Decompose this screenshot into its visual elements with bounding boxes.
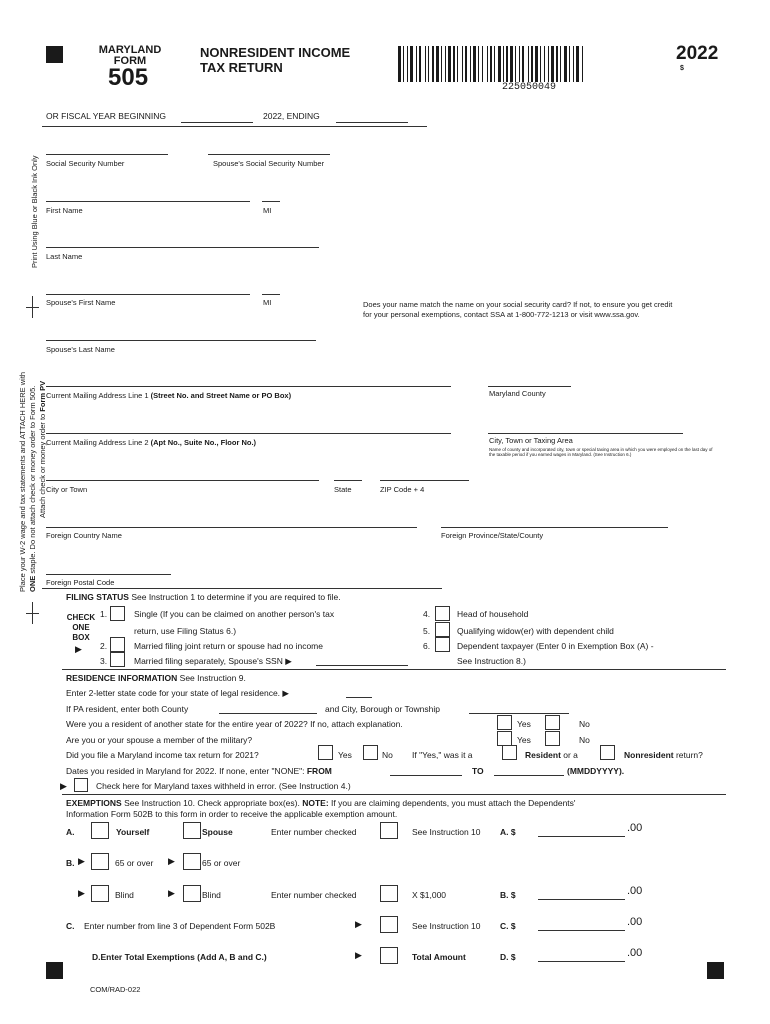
d-amount-label: D. $ (500, 952, 516, 962)
form-title-line2: TAX RETURN (200, 60, 283, 75)
first-name-input[interactable] (46, 201, 250, 202)
ssn-label: Social Security Number (46, 159, 125, 168)
c-amount-label: C. $ (500, 921, 516, 931)
form-word: FORM (113, 55, 147, 67)
date-format-label: (MMDDYYYY). (567, 766, 625, 776)
b-blind-self-label: Blind (115, 890, 134, 900)
cut-mark-bottom-v (32, 602, 33, 624)
registration-mark-bottom-right (707, 962, 724, 979)
d-number-box[interactable] (380, 947, 398, 964)
name-match-note-1: Does your name match the name on your social security card? If not, to ensure you get credit (363, 300, 673, 309)
exemptions-note-word: NOTE: (302, 798, 329, 808)
a-enter-checked-label: Enter number checked (271, 827, 357, 837)
barcode-bar (531, 46, 533, 82)
or-a-text: or a (560, 750, 578, 760)
barcode-bar (478, 46, 479, 82)
barcode-bar (556, 46, 558, 82)
barcode-bar (522, 46, 524, 82)
address-line2-bold: (Apt No., Suite No., Floor No.) (150, 438, 257, 447)
military-no-checkbox[interactable] (545, 731, 560, 746)
b-blind-spouse-label: Blind (202, 890, 221, 900)
b-blind-self-checkbox[interactable] (91, 885, 109, 902)
filing-arrow: ▶ (75, 644, 82, 654)
exemption-c-letter: C. (66, 921, 75, 931)
d-total-amount-label: Total Amount (412, 952, 466, 962)
military-label: Are you or your spouse a member of the military? (66, 735, 253, 745)
spouse-ssn-input[interactable] (208, 154, 330, 155)
attach-rest: staple. Do not attach check or money order to Form 505. (28, 385, 37, 576)
filing-status-4-checkbox[interactable] (435, 606, 450, 621)
barcode-bar (551, 46, 554, 82)
spouse-label: Spouse (202, 827, 233, 837)
barcode-bar (448, 46, 451, 82)
b-arrow-icon-1: ▶ (78, 856, 85, 866)
filing-divider (62, 669, 726, 670)
city-area-input[interactable] (488, 433, 683, 434)
address-line1-input[interactable] (46, 386, 451, 387)
a-amount-input[interactable] (538, 836, 625, 837)
barcode-bar (436, 46, 439, 82)
ssn-input[interactable] (46, 154, 168, 155)
resident-other-no-checkbox[interactable] (545, 715, 560, 730)
resident-other-yes-label: Yes (517, 719, 531, 729)
barcode-bar (416, 46, 417, 82)
prior-return-yes-checkbox[interactable] (318, 745, 333, 760)
filing-5-label: Qualifying widow(er) with dependent child (457, 626, 614, 636)
barcode-bar (498, 46, 501, 82)
dollar-mark: $ (680, 65, 684, 72)
barcode-bar (510, 46, 513, 82)
attach-form-pv: Form PV (38, 380, 47, 412)
foreign-province-input[interactable] (441, 527, 668, 528)
barcode-bar (560, 46, 561, 82)
filing-5-num: 5. (423, 626, 431, 636)
b-65-self-checkbox[interactable] (91, 853, 109, 870)
a-amount-label: A. $ (500, 827, 516, 837)
barcode-bar (490, 46, 492, 82)
state-label: State (334, 485, 352, 494)
b-amount-input[interactable] (538, 899, 625, 900)
residence-divider (62, 794, 726, 795)
filing-1-label: Single (If you can be claimed on another person's tax (134, 609, 335, 619)
barcode-bar (535, 46, 538, 82)
filing-1-label-b: return, use Filing Status 6.) (134, 626, 237, 636)
spouse-checkbox[interactable] (183, 822, 201, 839)
filing-status-3-checkbox[interactable] (110, 652, 125, 667)
attach-instruction-2 (28, 386, 37, 592)
prior-return-if-label: If "Yes," was it a (412, 750, 473, 760)
filing-status-1-checkbox[interactable] (110, 606, 125, 621)
b-times-1000: X $1,000 (412, 890, 447, 900)
b-arrow-icon-3: ▶ (78, 888, 85, 898)
from-label: FROM (306, 766, 332, 776)
barcode-bar (407, 46, 408, 82)
withheld-arrow-icon: ▶ (60, 781, 67, 791)
registration-mark-bottom-left (46, 962, 63, 979)
filing-status-2-checkbox[interactable] (110, 637, 125, 652)
barcode-bar (403, 46, 404, 82)
yourself-checkbox[interactable] (91, 822, 109, 839)
barcode-bar (398, 46, 401, 82)
prior-return-no-checkbox[interactable] (363, 745, 378, 760)
filing-6-label-b: See Instruction 8.) (457, 656, 526, 666)
spouse-last-label: Spouse's Last Name (46, 345, 115, 354)
b-enter-checked-label: Enter number checked (271, 890, 357, 900)
residence-title: RESIDENCE INFORMATION (66, 673, 178, 683)
city-area-label: City, Town or Taxing Area (489, 436, 573, 445)
nonresident-word: Nonresident (624, 750, 674, 760)
d-arrow-icon: ▶ (355, 950, 362, 960)
dates-resided-label (66, 766, 332, 776)
b-amount-label: B. $ (500, 890, 516, 900)
spouse-mi-input[interactable] (262, 294, 280, 295)
spouse-first-input[interactable] (46, 294, 250, 295)
c-number-box[interactable] (380, 916, 398, 933)
spouse-last-input[interactable] (46, 340, 316, 341)
address-line2-input[interactable] (46, 433, 451, 434)
barcode-bar (441, 46, 442, 82)
barcode-bar (519, 46, 520, 82)
prior-resident-checkbox[interactable] (502, 745, 517, 760)
filing-3-num: 3. (100, 656, 108, 666)
pa-city-label: and City, Borough or Township (325, 704, 440, 714)
address-section-divider (42, 588, 442, 589)
mi-input[interactable] (262, 201, 280, 202)
c-text: Enter number from line 3 of Dependent Form 502B (84, 921, 276, 931)
barcode-bar (410, 46, 413, 82)
barcode-bar (482, 46, 483, 82)
check-one-box-label: CHECK ONE BOX (66, 613, 96, 642)
resident-other-state-label: Were you a resident of another state for the entire year of 2022? If no, attach explanation. (66, 719, 403, 729)
foreign-postal-input[interactable] (46, 574, 171, 575)
address-line1-bold: (Street No. and Street Name or PO Box) (150, 391, 292, 400)
zip-input[interactable] (380, 480, 469, 481)
pa-city-input[interactable] (469, 713, 569, 714)
fiscal-beginning-label: OR FISCAL YEAR BEGINNING (46, 111, 166, 121)
prior-return-no-label: No (382, 750, 393, 760)
barcode-bar (494, 46, 495, 82)
barcode-bar (473, 46, 476, 82)
tax-year: 2022 (676, 43, 719, 64)
filing-1-num: 1. (100, 609, 108, 619)
b-65-spouse-label: 65 or over (202, 858, 241, 868)
filing-status-instruction: See Instruction 1 to determine if you are required to file. (128, 592, 341, 602)
first-name-label: First Name (46, 206, 83, 215)
military-yes-checkbox[interactable] (497, 731, 512, 746)
b-65-self-label: 65 or over (115, 858, 154, 868)
foreign-postal-label: Foreign Postal Code (46, 578, 115, 587)
exemption-b-letter: B. (66, 858, 75, 868)
fiscal-divider (42, 126, 427, 127)
attach-one: ONE (28, 575, 37, 592)
address-line1-label (46, 391, 291, 400)
withheld-error-label: Check here for Maryland taxes withheld in error. (See Instruction 4.) (96, 781, 351, 791)
city-area-note: Name of county and incorporated city, town or special taxing area in which you were employed on the last day of the taxable period if you earned wages in Maryland. (See Instruction 6.) (489, 447, 713, 457)
barcode-bar (573, 46, 574, 82)
exemptions-instruction: See Instruction 10. Check appropriate box(es). (121, 798, 303, 808)
exemptions-note-text: If you are claiming dependents, you must attach the Dependents' (328, 798, 576, 808)
spouse-mi-label: MI (263, 298, 272, 307)
resident-other-no-label: No (579, 719, 590, 729)
military-yes-label: Yes (517, 735, 531, 745)
barcode-bar (419, 46, 421, 82)
spouse-ssn-filing-input[interactable] (316, 665, 408, 666)
barcode-bar (453, 46, 455, 82)
prior-resident-label (525, 750, 578, 760)
barcode-bar (487, 46, 488, 82)
b-number-checked-box[interactable] (380, 885, 398, 902)
last-name-input[interactable] (46, 247, 319, 248)
barcode-bar (425, 46, 426, 82)
b-blind-spouse-checkbox[interactable] (183, 885, 201, 902)
attach-check: Attach check or money order to (38, 411, 47, 518)
address-line2-label (46, 438, 256, 447)
withheld-error-checkbox[interactable] (74, 778, 88, 792)
filing-status-heading (66, 592, 341, 602)
barcode-bar (432, 46, 434, 82)
address-line2-text: Current Mailing Address Line 2 (46, 438, 151, 447)
barcode-bar (528, 46, 529, 82)
form-title-line1: NONRESIDENT INCOME (200, 45, 351, 60)
attach-instruction-3 (38, 381, 47, 518)
filing-4-label: Head of household (457, 609, 529, 619)
fiscal-end-input[interactable] (336, 122, 408, 123)
ink-instruction: Print Using Blue or Black Ink Only (30, 155, 39, 268)
barcode-bar (462, 46, 463, 82)
prior-nonresident-checkbox[interactable] (600, 745, 615, 760)
residence-heading (66, 673, 246, 683)
barcode-bar (465, 46, 467, 82)
filing-status-5-checkbox[interactable] (435, 622, 450, 637)
registration-mark-top-left (46, 46, 63, 63)
city-label: City or Town (46, 485, 88, 494)
barcode-bar (544, 46, 545, 82)
exemption-a-letter: A. (66, 827, 75, 837)
return-question: return? (673, 750, 703, 760)
date-from-input[interactable] (390, 775, 462, 776)
c-see-instruction: See Instruction 10 (412, 921, 481, 931)
foreign-country-input[interactable] (46, 527, 417, 528)
c-cents: .00 (627, 916, 643, 928)
form-number: 505 (108, 64, 149, 91)
b-65-spouse-checkbox[interactable] (183, 853, 201, 870)
filing-2-label: Married filing joint return or spouse had no income (134, 641, 323, 651)
last-name-label: Last Name (46, 252, 83, 261)
fiscal-ending-label: 2022, ENDING (263, 111, 320, 121)
barcode-bar (540, 46, 541, 82)
fiscal-begin-input[interactable] (181, 122, 253, 123)
barcode-bar (548, 46, 549, 82)
county-input[interactable] (488, 386, 571, 387)
barcode-bar (445, 46, 446, 82)
exemptions-line2: Information Form 502B to this form in order to receive the applicable exemption amount. (66, 809, 398, 819)
a-cents: .00 (627, 822, 643, 834)
prior-return-yes-label: Yes (338, 750, 352, 760)
state-input[interactable] (334, 480, 362, 481)
county-label: Maryland County (489, 389, 546, 398)
prior-nonresident-label (624, 750, 703, 760)
state-name: MARYLAND (98, 44, 162, 56)
foreign-country-label: Foreign Country Name (46, 531, 122, 540)
barcode-number: 225050049 (502, 82, 557, 93)
barcode-bar (506, 46, 508, 82)
d-text: D.Enter Total Exemptions (Add A, B and C.) (92, 952, 267, 962)
b-cents: .00 (627, 885, 643, 897)
barcode-bar (457, 46, 458, 82)
filing-2-num: 2. (100, 641, 108, 651)
barcode-bar (515, 46, 516, 82)
residence-instruction: See Instruction 9. (177, 673, 246, 683)
b-arrow-icon-4: ▶ (168, 888, 175, 898)
barcode-bar (582, 46, 583, 82)
resident-word: Resident (525, 750, 561, 760)
a-see-instruction: See Instruction 10 (412, 827, 481, 837)
spouse-first-label: Spouse's First Name (46, 298, 116, 307)
barcode-bar (428, 46, 429, 82)
date-to-input[interactable] (494, 775, 564, 776)
c-amount-input[interactable] (538, 930, 625, 931)
filing-status-title: FILING STATUS (66, 592, 129, 602)
to-label: TO (472, 766, 484, 776)
city-input[interactable] (46, 480, 319, 481)
exemptions-heading (66, 798, 576, 808)
barcode-bar (503, 46, 504, 82)
a-number-checked-box[interactable] (380, 822, 398, 839)
zip-label: ZIP Code + 4 (380, 485, 425, 494)
barcode-bar (576, 46, 579, 82)
filing-3-label: Married filing separately, Spouse's SSN ▶ (134, 656, 292, 666)
military-no-label: No (579, 735, 590, 745)
yourself-label: Yourself (116, 827, 150, 837)
spouse-ssn-label: Spouse's Social Security Number (213, 159, 325, 168)
filing-6-num: 6. (423, 641, 431, 651)
d-cents: .00 (627, 947, 643, 959)
mi-label: MI (263, 206, 272, 215)
filing-status-6-checkbox[interactable] (435, 637, 450, 652)
cut-mark-top-v (32, 296, 33, 318)
filing-4-num: 4. (423, 609, 431, 619)
prior-return-label: Did you file a Maryland income tax return for 2021? (66, 750, 259, 760)
barcode (398, 46, 670, 82)
dates-resided-text: Dates you resided in Maryland for 2022. If none, enter "NONE": (66, 766, 307, 776)
b-arrow-icon-2: ▶ (168, 856, 175, 866)
pa-county-input[interactable] (219, 713, 317, 714)
residence-state-label: Enter 2-letter state code for your state of legal residence. ▶ (66, 688, 289, 698)
foreign-province-label: Foreign Province/State/County (441, 531, 544, 540)
pa-county-label: If PA resident, enter both County (66, 704, 189, 714)
attach-instruction-1: Place your W-2 wage and tax statements and ATTACH HERE with (18, 371, 27, 592)
filing-6-label: Dependent taxpayer (Enter 0 in Exemption Box (A) - (457, 641, 654, 651)
c-arrow-icon: ▶ (355, 919, 362, 929)
residence-state-input[interactable] (346, 697, 372, 698)
resident-other-yes-checkbox[interactable] (497, 715, 512, 730)
address-line1-text: Current Mailing Address Line 1 (46, 391, 151, 400)
barcode-bar (569, 46, 570, 82)
name-match-note-2: for your personal exemptions, contact SSA at 1-800-772-1213 or visit www.ssa.gov. (363, 310, 640, 319)
exemptions-title: EXEMPTIONS (66, 798, 122, 808)
barcode-bar (564, 46, 567, 82)
form-code: COM/RAD-022 (90, 985, 141, 994)
d-amount-input[interactable] (538, 961, 625, 962)
barcode-bar (470, 46, 471, 82)
